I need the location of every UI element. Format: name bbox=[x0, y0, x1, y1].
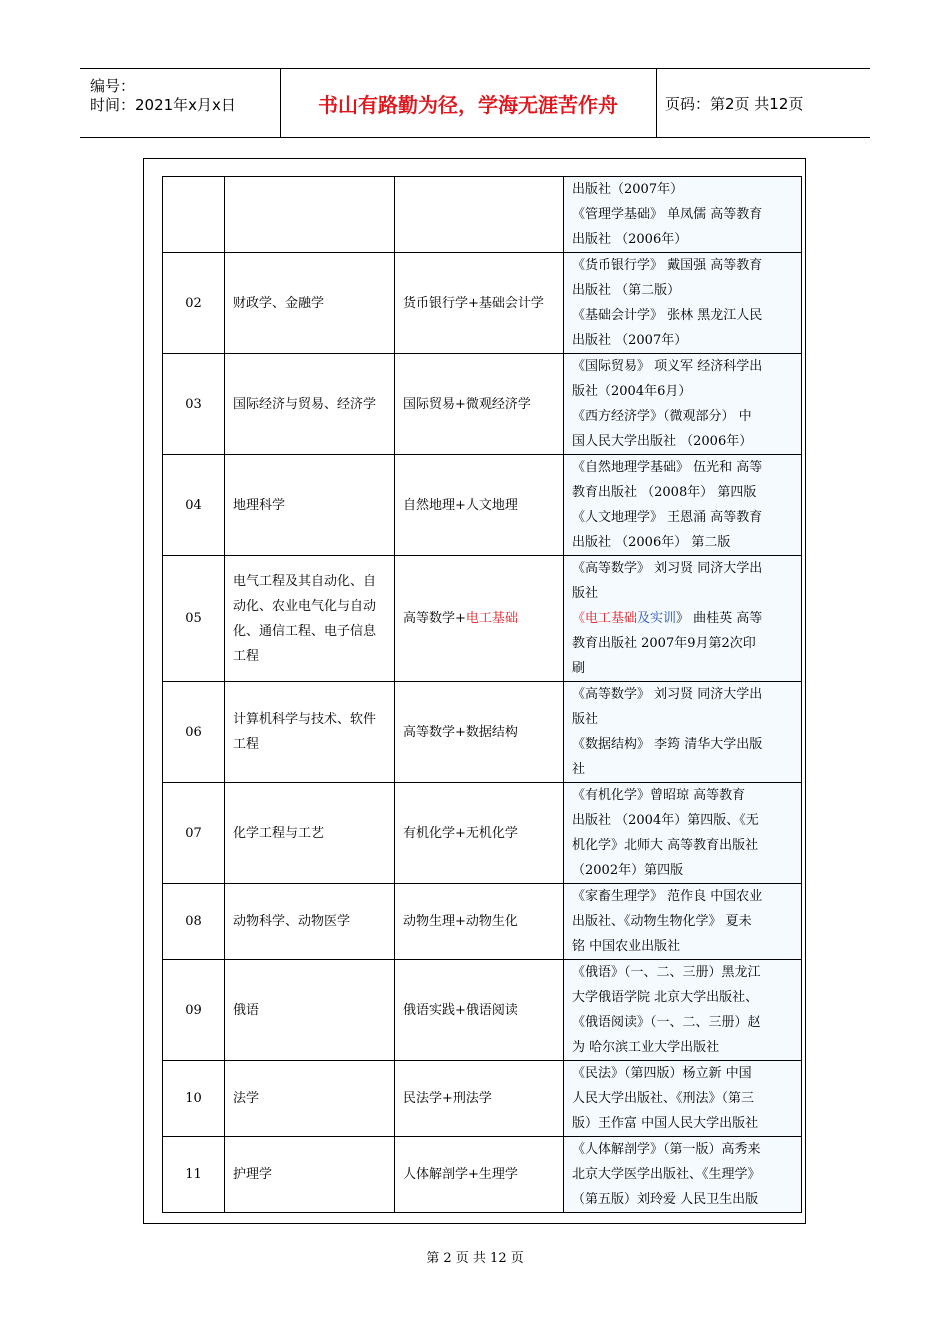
row-number: 08 bbox=[163, 884, 225, 960]
book-line: 国人民大学出版社 （2006年） bbox=[572, 434, 753, 449]
row-number: 07 bbox=[163, 783, 225, 884]
book-line: 为 哈尔滨工业大学出版社 bbox=[572, 1040, 720, 1055]
table-row bbox=[163, 253, 802, 354]
reference-books bbox=[564, 556, 802, 682]
major-name: 化学工程与工艺 bbox=[225, 783, 395, 884]
exam-subjects bbox=[395, 556, 564, 682]
book-line: 《国际贸易》 项义军 经济科学出 bbox=[572, 359, 763, 374]
exam-subjects: 货币银行学+基础会计学 bbox=[395, 253, 564, 354]
book-line: 《民法》（第四版）杨立新 中国 bbox=[572, 1066, 752, 1081]
header-meta bbox=[80, 69, 281, 137]
major-name: 计算机科学与技术、软件工程 bbox=[225, 682, 395, 783]
book-line: 社 bbox=[572, 762, 586, 777]
book-title-rest: 》 曲桂英 高等 bbox=[676, 611, 763, 626]
exam-subjects: 俄语实践+俄语阅读 bbox=[395, 960, 564, 1061]
row-number: 05 bbox=[163, 556, 225, 682]
row-number: 06 bbox=[163, 682, 225, 783]
exam-subjects: 高等数学+数据结构 bbox=[395, 682, 564, 783]
row-number: 09 bbox=[163, 960, 225, 1061]
row-number bbox=[163, 177, 225, 253]
book-line: 《高等数学》 刘习贤 同济大学出 bbox=[572, 561, 763, 576]
row-number: 02 bbox=[163, 253, 225, 354]
exam-subject-table bbox=[162, 176, 802, 1213]
book-line bbox=[572, 606, 793, 631]
book-line: 《自然地理学基础》 伍光和 高等 bbox=[572, 460, 763, 475]
major-name bbox=[225, 177, 395, 253]
book-line: 版社 bbox=[572, 586, 599, 601]
row-number: 04 bbox=[163, 455, 225, 556]
book-title-part: 《电工基础 bbox=[572, 611, 638, 626]
reference-books bbox=[564, 253, 802, 354]
book-line: 《人文地理学》 王恩涌 高等教育 bbox=[572, 510, 763, 525]
page-footer: 第 2 页 共 12 页 bbox=[426, 1251, 524, 1266]
book-line: 出版社 （第二版） bbox=[572, 283, 681, 298]
book-line: 版）王作富 中国人民大学出版社 bbox=[572, 1116, 759, 1131]
exam-subjects: 国际贸易+微观经济学 bbox=[395, 354, 564, 455]
book-line: 出版社 （2004年）第四版、《无 bbox=[572, 813, 759, 828]
book-line: 北京大学医学出版社、《生理学》 bbox=[572, 1167, 761, 1182]
exam-subjects: 自然地理+人文地理 bbox=[395, 455, 564, 556]
book-line: 机化学》北师大 高等教育出版社 bbox=[572, 838, 759, 853]
page-info: 页码：第2页 共12页 bbox=[665, 94, 804, 113]
book-line: 教育出版社 2007年9月第2次印 bbox=[572, 636, 756, 651]
exam-subjects: 民法学+刑法学 bbox=[395, 1061, 564, 1137]
major-name: 护理学 bbox=[225, 1137, 395, 1213]
time-label: 时间：2021年x月x日 bbox=[90, 96, 236, 114]
motto-title: 书山有路勤为径，学海无涯苦作舟 bbox=[280, 69, 657, 137]
book-line: 大学俄语学院 北京大学出版社、 bbox=[572, 990, 759, 1005]
exam-subjects bbox=[395, 177, 564, 253]
book-line: 《基础会计学》 张林 黑龙江人民 bbox=[572, 308, 763, 323]
book-line: 出版社 （2006年） bbox=[572, 232, 688, 247]
major-name: 地理科学 bbox=[225, 455, 395, 556]
exam-subjects: 有机化学+无机化学 bbox=[395, 783, 564, 884]
book-line: 《高等数学》 刘习贤 同济大学出 bbox=[572, 687, 763, 702]
major-name: 动物科学、动物医学 bbox=[225, 884, 395, 960]
book-title-highlight: 及实训 bbox=[637, 611, 677, 626]
book-line: 《俄语》（一、二、三册）黑龙江 bbox=[572, 965, 761, 980]
reference-books bbox=[564, 783, 802, 884]
major-name: 电气工程及其自动化、自动化、农业电气化与自动化、通信工程、电子信息工程 bbox=[225, 556, 395, 682]
subject-part: 高等数学+ bbox=[403, 611, 466, 626]
row-number: 10 bbox=[163, 1061, 225, 1137]
code-label: 编号： bbox=[90, 77, 136, 95]
table-row bbox=[163, 455, 802, 556]
major-name: 国际经济与贸易、经济学 bbox=[225, 354, 395, 455]
book-line: （第五版）刘玲爱 人民卫生出版 bbox=[572, 1192, 759, 1207]
table-row bbox=[163, 682, 802, 783]
book-line: 铭 中国农业出版社 bbox=[572, 939, 681, 954]
reference-books bbox=[564, 177, 802, 253]
reference-books bbox=[564, 960, 802, 1061]
row-number: 03 bbox=[163, 354, 225, 455]
table-row bbox=[163, 354, 802, 455]
book-line: 《俄语阅读》（一、二、三册）赵 bbox=[572, 1015, 761, 1030]
book-line: 《有机化学》曾昭琼 高等教育 bbox=[572, 788, 746, 803]
reference-books bbox=[564, 455, 802, 556]
book-line: 出版社（2007年） bbox=[572, 182, 684, 197]
major-name: 财政学、金融学 bbox=[225, 253, 395, 354]
page-header bbox=[80, 68, 870, 138]
table-row bbox=[163, 177, 802, 253]
exam-subjects: 人体解剖学+生理学 bbox=[395, 1137, 564, 1213]
book-line: 《家畜生理学》 范作良 中国农业 bbox=[572, 889, 763, 904]
book-line: 人民大学出版社、《刑法》（第三 bbox=[572, 1091, 755, 1106]
book-line: 出版社 （2007年） bbox=[572, 333, 688, 348]
major-name: 法学 bbox=[225, 1061, 395, 1137]
reference-books bbox=[564, 884, 802, 960]
row-number: 11 bbox=[163, 1137, 225, 1213]
book-line: （2002年）第四版 bbox=[572, 863, 684, 878]
book-line: 版社（2004年6月） bbox=[572, 384, 692, 399]
book-line: 《货币银行学》 戴国强 高等教育 bbox=[572, 258, 763, 273]
table-row bbox=[163, 783, 802, 884]
subject-highlight: 电工基础 bbox=[465, 611, 518, 626]
book-line: 刷 bbox=[572, 661, 586, 676]
book-line: 出版社、《动物生物化学》 夏未 bbox=[572, 914, 752, 929]
book-line: 出版社 （2006年） 第二版 bbox=[572, 535, 731, 550]
table-row bbox=[163, 1061, 802, 1137]
book-line: 《数据结构》 李筠 清华大学出版 bbox=[572, 737, 763, 752]
book-line: 《管理学基础》 单凤儒 高等教育 bbox=[572, 207, 763, 222]
reference-books bbox=[564, 1061, 802, 1137]
book-line: 版社 bbox=[572, 712, 599, 727]
book-line: 《人体解剖学》（第一版）高秀来 bbox=[572, 1142, 761, 1157]
book-line: 《西方经济学》（微观部分） 中 bbox=[572, 409, 752, 424]
major-name: 俄语 bbox=[225, 960, 395, 1061]
table-row bbox=[163, 960, 802, 1061]
reference-books bbox=[564, 682, 802, 783]
reference-books bbox=[564, 354, 802, 455]
book-line: 教育出版社 （2008年） 第四版 bbox=[572, 485, 757, 500]
exam-subjects: 动物生理+动物生化 bbox=[395, 884, 564, 960]
table-row bbox=[163, 1137, 802, 1213]
table-row bbox=[163, 884, 802, 960]
reference-books bbox=[564, 1137, 802, 1213]
table-row bbox=[163, 556, 802, 682]
